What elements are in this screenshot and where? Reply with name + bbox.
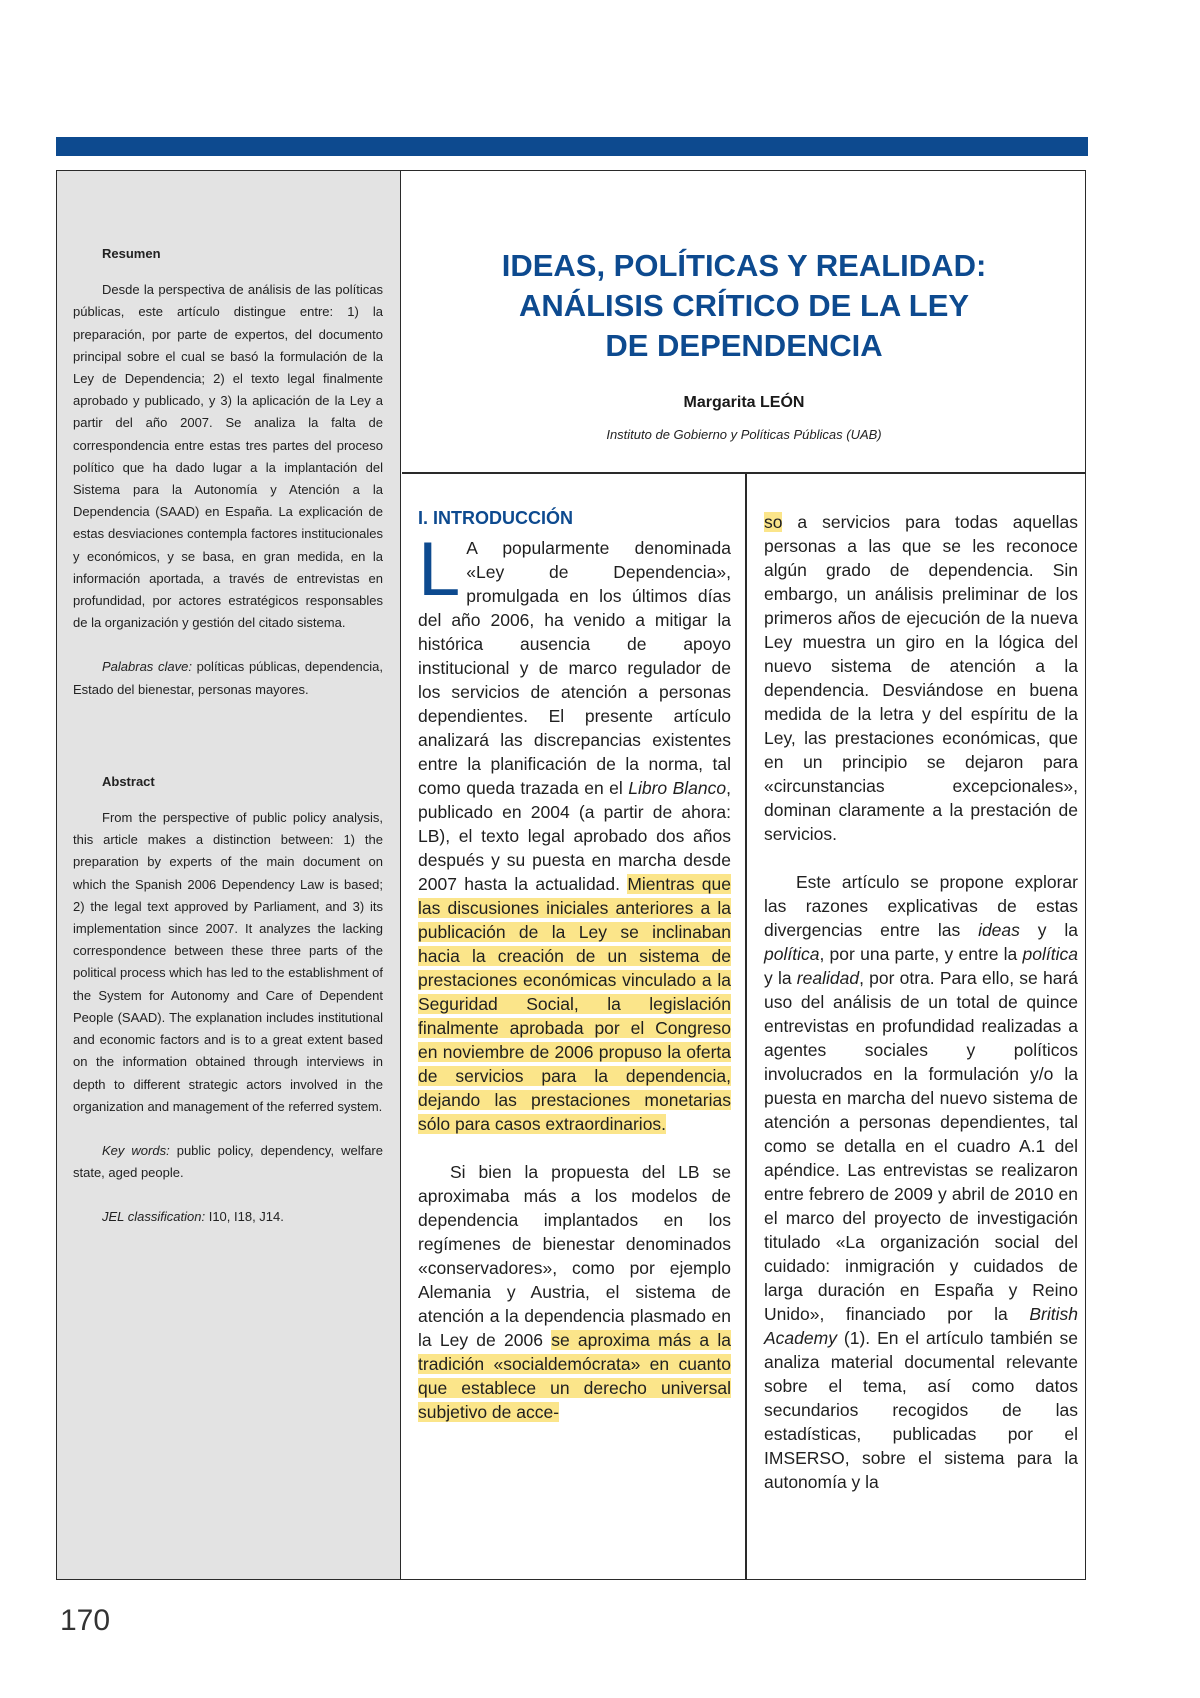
highlighted-text: so — [764, 512, 783, 532]
italic-run: British Academy — [764, 1304, 1078, 1348]
resumen-heading: Resumen — [102, 246, 161, 261]
section-heading: I. INTRODUCCIÓN — [418, 508, 573, 528]
header-color-bar — [56, 137, 1088, 156]
highlighted-text: Mientras que las discusiones iniciales anteriores a la publicación de la Ley se inclinaban hacia la creación de un sistema de prestaciones económicas vinculado a la Seguridad Social, la legislación finalmente aprobada por el Congreso en noviembre de 2006 propuso la oferta de servicios para la dependencia, dejando las prestaciones monetarias sólo para casos extraordinarios. — [418, 874, 731, 1134]
summary-sidebar — [57, 171, 401, 1579]
article-title — [402, 246, 1086, 366]
text-run: Si bien la propuesta del LB se aproximaba más a los modelos de dependencia implantados en los regímenes de bienestar denominados «conservadores», como por ejemplo Alemania y Austria, el sistema de atención a la dependencia plasmado en la Ley de 2006 — [418, 1162, 731, 1350]
page-number: 170 — [60, 1604, 111, 1637]
resumen-keywords — [73, 656, 383, 700]
text-run: , por otra. Para ello, se hará uso del análisis de un total de quince entrevistas en profundidad realizadas a agentes sociales y políticos involucrados en la formulación y/o la puesta en marcha del nuevo sistema de atención a personas dependientes, tal como se detalla en el cuadro A.1 del apéndice. Las entrevistas se realizaron entre febrero de 2009 y abril de 2010 en el marco del proyecto de investigación titulado «La organización social del cuidado: inmigración y cuidados de larga duración en España y Reino Unido», financiado por la — [764, 968, 1078, 1324]
title-line-2: ANÁLISIS CRÍTICO DE LA LEY — [518, 288, 970, 323]
title-line-3: DE DEPENDENCIA — [605, 328, 883, 363]
italic-run: política — [1022, 944, 1078, 964]
text-run: , por una parte, y entre la — [819, 944, 1023, 964]
text-run: A popularmente denominada «Ley de Dependencia», promulgada en los últimos días del año 2006, ha venido a mitigar la histórica ausencia de apoyo institucional y de marco regulador de los servicios de atención a personas dependientes. El presente artículo analizará las discrepancias existentes entre la planificación de la norma, tal como queda trazada en el — [418, 538, 731, 798]
article-header — [402, 171, 1086, 471]
jel-codes: I10, I18, J14. — [205, 1209, 284, 1225]
text-run: a servicios para todas aquellas personas a las que se les reconoce algún grado de dependencia. Sin embargo, un análisis preliminar de los primeros años de ejecución de la nueva Ley muestra un giro en la lógica del nuevo sistema de atención a la dependencia. Desviándose en buena medida de la letra y del espíritu de la Ley, las prestaciones económicas, que en un principio se dejaron para «circunstancias excepcionales», dominan claramente a la prestación de servicios. — [764, 512, 1078, 844]
intro-paragraph-2 — [418, 1160, 731, 1424]
column-divider — [745, 472, 747, 1579]
summary-content — [73, 243, 383, 1229]
italic-run: Libro Blanco — [628, 778, 727, 798]
abstract-keywords — [73, 1140, 383, 1184]
drop-cap: L — [418, 527, 461, 612]
italic-run: ideas — [978, 920, 1020, 940]
abstract-heading: Abstract — [102, 773, 155, 789]
abstract-keywords-label: Key words: — [102, 1142, 170, 1158]
col2-paragraph-2 — [764, 870, 1078, 1494]
text-run: y la — [764, 968, 797, 988]
resumen-keywords-label: Palabras clave: — [102, 659, 192, 675]
jel-classification — [73, 1206, 383, 1228]
title-line-1: IDEAS, POLÍTICAS Y REALIDAD: — [501, 248, 987, 283]
body-column-2 — [764, 510, 1078, 1494]
author-affiliation: Instituto de Gobierno y Políticas Públicas (UAB) — [606, 427, 882, 442]
abstract-keywords-text: public policy, dependency, welfare state, aged people. — [73, 1142, 383, 1181]
text-run: y la — [1019, 920, 1078, 940]
intro-paragraph-1 — [418, 527, 731, 1136]
jel-label: JEL classification: — [102, 1209, 206, 1225]
abstract-body: From the perspective of public policy analysis, this article makes a distinction between: 1) the preparation by experts of the main document on which the Spanish 2006 Dependency Law is based; 2) the legal text approved by Parliament, and 3) its implementation since 2007. It analyzes the lacking correspondence between these three parts of the political process which has led to the establishment of the System for Autonomy and Care of Dependent People (SAAD). The explanation includes institutional and economic factors and is to a great extent based on the information obtained through interviews in depth to different strategic actors involved in the organization and management of the referred system. — [73, 810, 383, 1114]
col2-paragraph-1 — [764, 510, 1078, 846]
text-run: (1). En el artículo también se analiza material documental relevante sobre el tema, así como datos secundarios recogidos de las estadísticas, publicadas por el IMSERSO, sobre el sistema para la autonomía y la — [764, 1328, 1078, 1492]
highlighted-text: se aproxima más a la tradición «socialdemócrata» en cuanto que establece un derecho universal subjetivo de acce- — [418, 1330, 731, 1422]
text-run: , publicado en 2004 (a partir de ahora: LB), el texto legal aprobado dos años después y su puesta en marcha desde 2007 hasta la actualidad. — [418, 778, 731, 894]
text-run: Este artículo se propone explorar las razones explicativas de estas divergencias entre las — [764, 872, 1078, 940]
body-column-1 — [418, 527, 731, 1424]
italic-run: política — [764, 944, 820, 964]
italic-run: realidad — [796, 968, 860, 988]
resumen-keywords-text: políticas públicas, dependencia, Estado del bienestar, personas mayores. — [73, 659, 383, 697]
header-divider — [402, 472, 1086, 474]
resumen-body: Desde la perspectiva de análisis de las políticas públicas, este artículo distingue entre: 1) la preparación, por parte de expertos, del documento principal sobre el cual se basó la formulación de la Ley de Dependencia; 2) el texto legal finalmente aprobado y publicado, y 3) la aplicación de la Ley a partir del año 2007. Se analiza la falta de correspondencia entre estas tres partes del proceso político que ha dado lugar a la implantación del Sistema para la Autonomía y Atención a la Dependencia (SAAD) en España. La explicación de estas desviaciones contempla factores institucionales y económicos, y se basa, en gran medida, en la información aportada, a través de entrevistas en profundidad, por actores estratégicos responsables de la organización y gestión del citado sistema. — [73, 282, 383, 631]
author-name: Margarita LEÓN — [683, 394, 805, 411]
